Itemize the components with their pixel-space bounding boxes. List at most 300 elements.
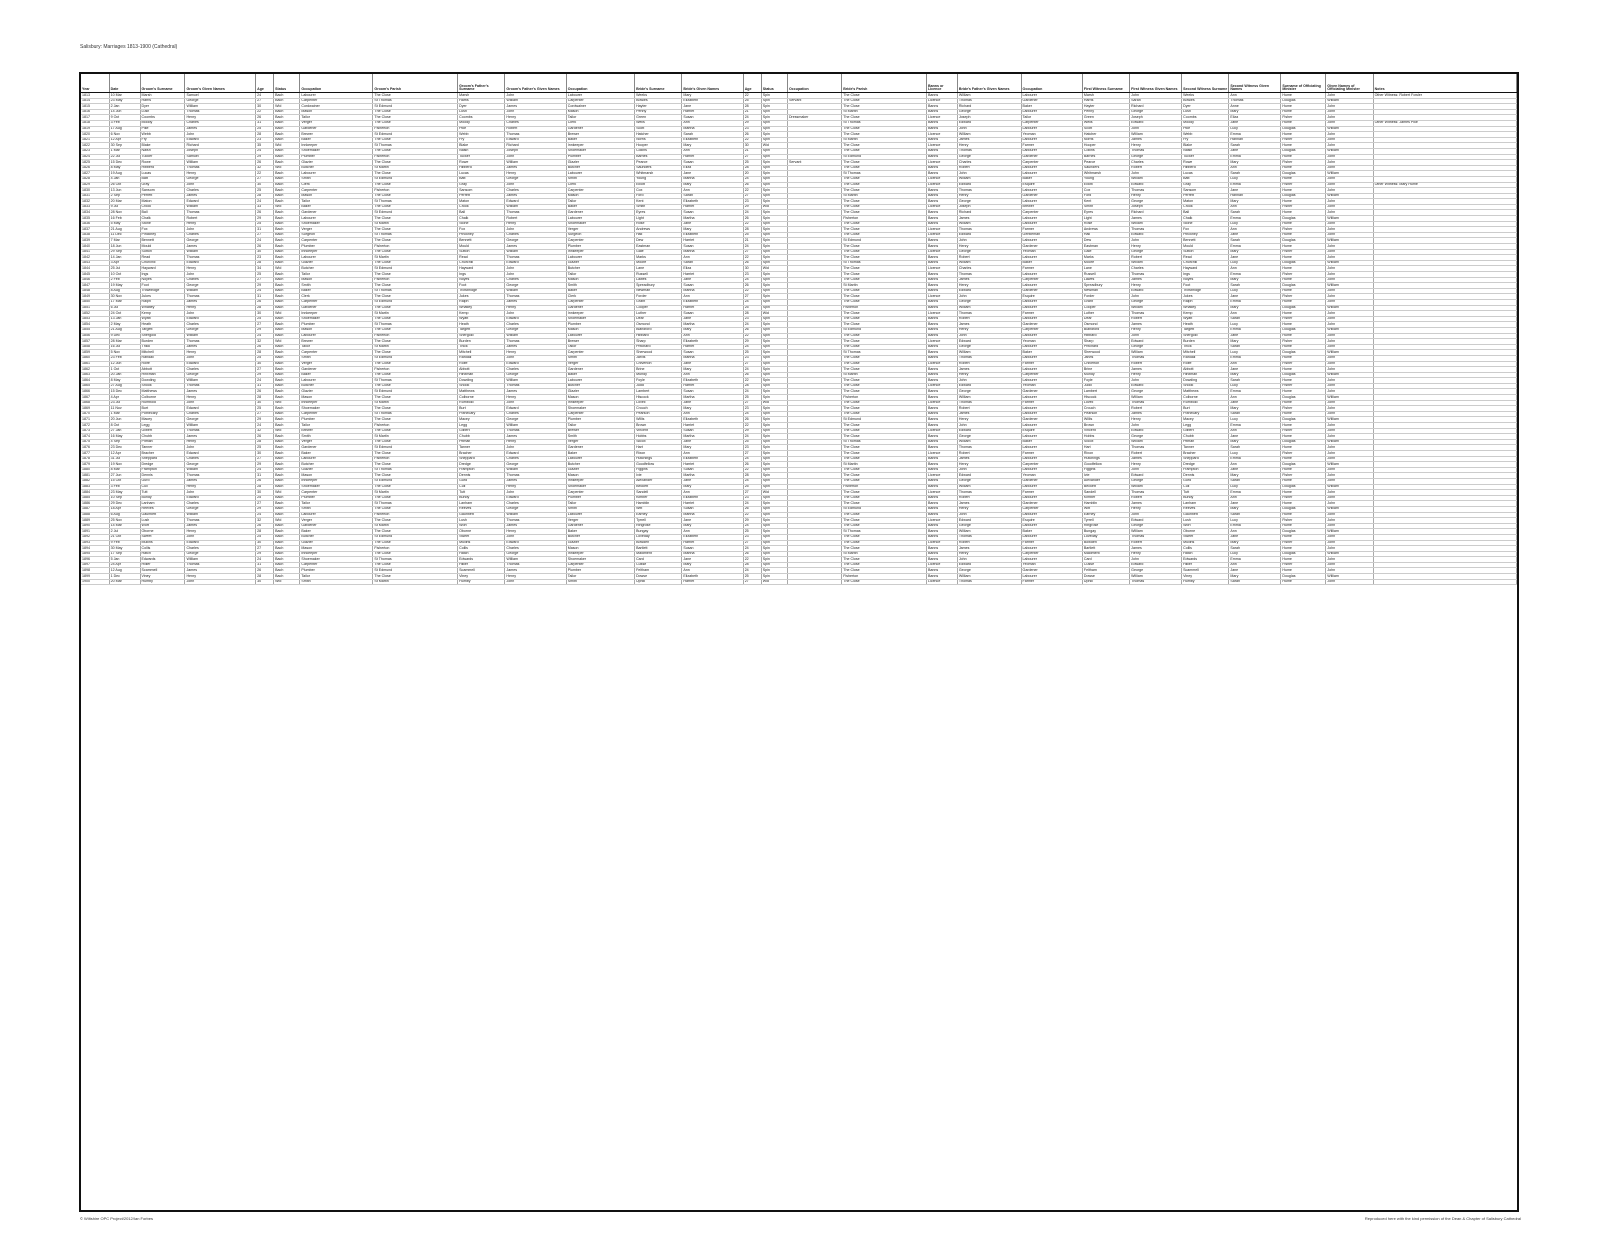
table-cell: Baker — [566, 137, 634, 143]
table-cell: The Close — [373, 115, 458, 121]
table-cell: Hume — [1281, 389, 1326, 395]
table-cell: George — [505, 283, 566, 289]
table-cell: Bach — [274, 333, 300, 339]
table-cell: 26 — [743, 283, 761, 289]
table-cell: Kemp — [458, 311, 505, 317]
table-cell: 14 Jan — [109, 255, 140, 261]
table-cell: George — [957, 478, 1021, 484]
table-cell: 27 — [743, 490, 761, 496]
table-cell: Burden — [1182, 339, 1229, 345]
table-cell: Newman — [635, 288, 682, 294]
table-cell: John — [1130, 467, 1182, 473]
table-cell: John — [185, 355, 256, 361]
table-cell: Judd — [1082, 383, 1129, 389]
table-cell: St Thomas — [842, 529, 927, 535]
table-cell: 1828 — [81, 176, 109, 182]
table-cell: 23 — [743, 355, 761, 361]
table-cell: Bach — [274, 227, 300, 233]
table-cell: Hume — [1281, 143, 1326, 149]
table-cell: 28 — [743, 473, 761, 479]
table-cell: 29 Sep — [109, 249, 140, 255]
table-cell: Joseph — [957, 204, 1021, 210]
table-cell: 26 Oct — [109, 182, 140, 188]
table-cell: 21 Aug — [109, 227, 140, 233]
table-cell: Baker — [566, 204, 634, 210]
table-cell: Scott — [635, 126, 682, 132]
table-cell: 22 — [743, 467, 761, 473]
table-cell: Ings — [140, 272, 185, 278]
table-cell: Spin — [761, 93, 787, 99]
table-cell: Thomas — [957, 188, 1021, 194]
table-cell: Sherwood — [635, 350, 682, 356]
table-cell: Sheppard — [140, 456, 185, 462]
table-cell: Silcox — [635, 439, 682, 445]
table-cell: 19 Nov — [109, 462, 140, 468]
table-cell: Thomas — [185, 562, 256, 568]
table-cell: William — [1326, 574, 1373, 580]
table-cell: 27 — [743, 249, 761, 255]
table-cell: Bach — [274, 294, 300, 300]
table-cell: George — [185, 327, 256, 333]
table-cell: 27 — [256, 411, 274, 417]
table-cell: Wort — [458, 523, 505, 529]
table-cell: Douglas — [1281, 417, 1326, 423]
table-cell: The Close — [373, 305, 458, 311]
table-cell: 28 — [256, 260, 274, 266]
table-cell: Thick — [458, 344, 505, 350]
table-cell: Bach — [274, 557, 300, 563]
table-cell: Verger — [566, 518, 634, 524]
table-cell: 23 — [743, 445, 761, 451]
table-cell: John — [185, 400, 256, 406]
table-cell: Henry — [1130, 327, 1182, 333]
table-cell: Banns — [926, 423, 957, 429]
table-cell: 26 — [256, 434, 274, 440]
table-cell: St Martin — [842, 372, 927, 378]
table-cell: Hatcher — [1082, 132, 1129, 138]
table-cell: Labourer — [1021, 272, 1082, 278]
table-cell: James — [505, 478, 566, 484]
table-cell: 24 — [743, 478, 761, 484]
table-cell: Ivie — [1082, 473, 1129, 479]
table-cell: The Close — [373, 350, 458, 356]
table-cell: 1834 — [81, 210, 109, 216]
table-cell: The Close — [842, 221, 927, 227]
table-cell: 15 Dec — [109, 389, 140, 395]
table-cell: Jarvis — [635, 355, 682, 361]
table-cell: Carpenter — [300, 562, 373, 568]
table-cell: 32 — [256, 339, 274, 345]
table-cell: Douglas — [1281, 193, 1326, 199]
table-cell: Emma — [1229, 132, 1281, 138]
table-cell: 1823 — [81, 148, 109, 154]
table-cell: 1824 — [81, 154, 109, 160]
table-cell: Bach — [274, 350, 300, 356]
table-cell: Hume — [1281, 523, 1326, 529]
table-cell: Hume — [1281, 579, 1326, 585]
table-cell: 16 Jul — [109, 344, 140, 350]
table-cell: 18 Apr — [109, 506, 140, 512]
table-cell: Pearce — [1082, 160, 1129, 166]
table-cell: Clerk — [566, 182, 634, 188]
table-cell: 27 — [743, 540, 761, 546]
table-cell: Elizabeth — [682, 417, 743, 423]
table-cell: 1881 — [81, 473, 109, 479]
table-cell — [787, 579, 841, 585]
table-cell: 28 — [256, 529, 274, 535]
table-cell: Sarah — [1229, 344, 1281, 350]
table-cell: Collis — [1182, 546, 1229, 552]
table-cell: Carpenter — [1021, 210, 1082, 216]
table-cell: Carpenter — [1021, 372, 1082, 378]
table-cell: Moore — [1082, 260, 1129, 266]
table-cell: The Close — [373, 93, 458, 99]
table-cell: Eliza — [682, 266, 743, 272]
table-cell: Brown — [635, 423, 682, 429]
table-cell: Butcher — [300, 462, 373, 468]
table-cell: Banns — [926, 546, 957, 552]
table-cell: John — [1326, 495, 1373, 501]
table-cell: Tailor — [300, 423, 373, 429]
table-cell: Spin — [761, 456, 787, 462]
table-cell: Wid — [274, 143, 300, 149]
table-cell: Goodfellow — [1082, 462, 1129, 468]
table-cell: Henry — [1130, 244, 1182, 250]
table-cell: Thomas — [1130, 490, 1182, 496]
table-cell: Lucy — [1229, 484, 1281, 490]
table-cell: William — [1326, 216, 1373, 222]
table-cell: Mary — [682, 484, 743, 490]
table-cell: 4 Apr — [109, 395, 140, 401]
table-cell: Burt — [140, 406, 185, 412]
table-cell: Thomas — [185, 109, 256, 115]
table-cell: Fisher — [1281, 428, 1326, 434]
table-cell: 30 — [743, 143, 761, 149]
table-cell: 22 — [743, 188, 761, 194]
table-cell: 12 Aug — [109, 568, 140, 574]
table-cell: Humby — [458, 579, 505, 585]
table-cell: Licence — [926, 204, 957, 210]
table-cell: Hume — [1281, 311, 1326, 317]
table-cell: John — [1326, 294, 1373, 300]
table-cell: Crook — [1182, 204, 1229, 210]
table-cell: 27 — [256, 367, 274, 373]
table-cell: Trowbridge — [1182, 288, 1229, 294]
table-cell: Bach — [274, 260, 300, 266]
table-cell: Fisherton — [842, 216, 927, 222]
table-cell: Robert — [1130, 255, 1182, 261]
table-cell: Banns — [926, 568, 957, 574]
table-cell: John — [505, 182, 566, 188]
table-cell: Henry — [1130, 283, 1182, 289]
table-cell: Ann — [1229, 462, 1281, 468]
table-cell: 1869 — [81, 406, 109, 412]
table-cell: Emma — [1229, 423, 1281, 429]
table-cell: Lane — [635, 266, 682, 272]
table-cell: James — [1130, 411, 1182, 417]
table-cell: Edward — [185, 361, 256, 367]
table-cell: 1899 — [81, 574, 109, 580]
table-cell: Edward — [505, 406, 566, 412]
table-cell: 29 — [256, 372, 274, 378]
table-cell: Harriet — [682, 272, 743, 278]
table-cell: Spin — [761, 188, 787, 194]
table-cell: 26 — [743, 216, 761, 222]
table-cell: St Edmund — [373, 266, 458, 272]
table-cell: Hutchings — [635, 456, 682, 462]
table-cell: Wid — [274, 400, 300, 406]
table-cell: Lawes — [635, 277, 682, 283]
table-cell: Frampton — [1182, 467, 1229, 473]
table-cell: Mary — [1229, 372, 1281, 378]
table-cell: John — [957, 126, 1021, 132]
table-cell: Spin — [761, 165, 787, 171]
table-cell: Thomas — [957, 579, 1021, 585]
table-cell: Snook — [458, 383, 505, 389]
table-cell: 8 May — [109, 378, 140, 384]
table-cell: Fisher — [1281, 339, 1326, 345]
table-cell: 11 Dec — [109, 232, 140, 238]
table-cell: Ann — [682, 451, 743, 457]
table-cell: Henry — [1130, 462, 1182, 468]
table-cell: Thomas — [957, 490, 1021, 496]
table-cell: Ings — [1182, 272, 1229, 278]
table-cell: Lovell — [635, 400, 682, 406]
table-cell: Bach — [274, 93, 300, 99]
table-cell: Butcher — [300, 266, 373, 272]
table-cell: Labourer — [1021, 411, 1082, 417]
table-cell: Oborne — [458, 529, 505, 535]
table-cell: Edward — [185, 495, 256, 501]
table-cell: Cusse — [635, 562, 682, 568]
table-cell: Spin — [761, 473, 787, 479]
table-cell: Labourer — [1021, 395, 1082, 401]
table-cell: Rumbold — [458, 400, 505, 406]
table-cell: Dew — [1082, 238, 1129, 244]
table-cell: The Close — [373, 495, 458, 501]
table-cell: Henry — [185, 350, 256, 356]
table-cell: 1846 — [81, 277, 109, 283]
table-cell: The Close — [373, 120, 458, 126]
table-cell: Heath — [458, 322, 505, 328]
table-cell: Farmer — [1021, 143, 1082, 149]
table-cell: Gardener — [1021, 389, 1082, 395]
table-cell: 32 — [256, 165, 274, 171]
table-cell: Thomas — [1130, 445, 1182, 451]
table-cell: Emma — [1229, 299, 1281, 305]
table-cell: Kent — [635, 199, 682, 205]
table-cell: Robert — [957, 495, 1021, 501]
table-cell: The Close — [842, 355, 927, 361]
table-cell: William — [1326, 171, 1373, 177]
table-cell: Smith — [300, 434, 373, 440]
table-cell: Hume — [1281, 154, 1326, 160]
table-cell: Bach — [274, 188, 300, 194]
table-cell: 31 — [256, 473, 274, 479]
table-cell: Tailor — [300, 574, 373, 580]
table-cell: Spin — [761, 283, 787, 289]
table-cell: The Close — [842, 490, 927, 496]
table-cell: Spin — [761, 512, 787, 518]
table-cell: 20 — [743, 171, 761, 177]
table-cell: Robert — [1130, 316, 1182, 322]
table-cell: Targett — [1182, 327, 1229, 333]
table-cell: Bach — [274, 523, 300, 529]
table-cell: Smith — [635, 204, 682, 210]
table-cell: Henry — [185, 484, 256, 490]
table-cell: James — [505, 165, 566, 171]
table-cell: Saunders — [635, 165, 682, 171]
table-cell: Gilbert — [458, 428, 505, 434]
table-cell: William — [185, 204, 256, 210]
table-cell: Thomas — [505, 339, 566, 345]
table-cell: Elliott — [1082, 182, 1129, 188]
table-cell: Smith — [566, 579, 634, 585]
table-cell: Churchill — [140, 260, 185, 266]
table-cell: Sandell — [635, 490, 682, 496]
table-cell: Farmer — [1021, 227, 1082, 233]
table-cell: Clerk — [300, 294, 373, 300]
table-cell: 2 Jul — [109, 529, 140, 535]
table-cell: Dear — [635, 316, 682, 322]
table-cell: Thomas — [505, 518, 566, 524]
table-cell: Newman — [1082, 288, 1129, 294]
table-cell: St Edmund — [373, 176, 458, 182]
table-cell: Read — [458, 255, 505, 261]
table-cell: Hamblin — [635, 501, 682, 507]
column-header: Status — [274, 74, 300, 93]
table-cell: William — [957, 260, 1021, 266]
table-cell: Henry — [1130, 506, 1182, 512]
table-cell: Fisher — [1281, 204, 1326, 210]
table-cell: Figgins — [635, 467, 682, 473]
table-cell: 26 — [256, 568, 274, 574]
table-cell: 1839 — [81, 238, 109, 244]
table-cell: 2 Jan — [109, 104, 140, 110]
table-cell: Gardener — [300, 210, 373, 216]
table-cell: 24 — [743, 367, 761, 373]
table-cell: George — [185, 462, 256, 468]
table-cell: Spin — [761, 568, 787, 574]
table-cell: Bach — [274, 210, 300, 216]
table-cell: Robert — [1130, 540, 1182, 546]
table-cell: 2 Sep — [109, 193, 140, 199]
table-cell: Labourer — [300, 333, 373, 339]
table-cell: Edward — [505, 316, 566, 322]
table-cell: Henry — [185, 266, 256, 272]
table-cell: William — [1130, 350, 1182, 356]
table-cell: 25 — [256, 445, 274, 451]
table-cell: William — [1326, 327, 1373, 333]
table-cell: John — [1326, 568, 1373, 574]
table-cell: Rixon — [1082, 451, 1129, 457]
table-cell: The Close — [842, 244, 927, 250]
table-cell: Shergold — [1182, 333, 1229, 339]
table-cell: 29 — [743, 339, 761, 345]
table-cell: 25 — [743, 574, 761, 580]
table-cell: Labourer — [1021, 355, 1082, 361]
table-cell: John — [1326, 176, 1373, 182]
table-cell: Elizabeth — [682, 456, 743, 462]
table-cell: Light — [635, 216, 682, 222]
column-header: Status — [761, 74, 787, 93]
table-cell: 24 — [743, 176, 761, 182]
table-cell: Bach — [274, 171, 300, 177]
table-cell: 15 Dec — [109, 160, 140, 166]
table-cell: 1891 — [81, 529, 109, 535]
table-cell: St Edmund — [373, 389, 458, 395]
table-cell: Rose — [635, 221, 682, 227]
table-cell: Elizabeth — [682, 199, 743, 205]
table-cell: The Close — [373, 148, 458, 154]
table-cell: Carpenter — [300, 238, 373, 244]
table-cell: Ford — [1082, 193, 1129, 199]
table-cell: John — [185, 311, 256, 317]
table-cell: Carpenter — [1021, 160, 1082, 166]
table-cell: John — [1326, 540, 1373, 546]
table-cell: John — [1326, 557, 1373, 563]
table-cell: John — [505, 534, 566, 540]
table-cell: Dressmaker — [787, 115, 841, 121]
table-cell: 22 — [743, 333, 761, 339]
table-cell: The Close — [842, 400, 927, 406]
table-cell: Labourer — [1021, 378, 1082, 384]
table-cell: Spin — [761, 199, 787, 205]
table-cell: William — [1326, 98, 1373, 104]
table-cell: 28 — [256, 439, 274, 445]
table-cell: Susan — [682, 283, 743, 289]
table-cell: St Thomas — [373, 501, 458, 507]
table-cell: Esquire — [1021, 294, 1082, 300]
table-cell: Hume — [1281, 400, 1326, 406]
table-cell: Verger — [566, 361, 634, 367]
table-cell: Thick — [1182, 344, 1229, 350]
table-cell: Bartlett — [635, 546, 682, 552]
table-cell: Whatley — [1182, 305, 1229, 311]
table-cell: 29 — [743, 428, 761, 434]
table-cell: George — [505, 238, 566, 244]
table-cell: Banns — [926, 467, 957, 473]
table-cell: Tailor — [566, 501, 634, 507]
table-cell: 28 Nov — [109, 210, 140, 216]
table-cell: Carpenter — [566, 490, 634, 496]
table-cell: St Edmund — [842, 238, 927, 244]
table-cell: Marks — [1082, 255, 1129, 261]
table-cell: The Close — [373, 529, 458, 535]
table-cell: John — [1326, 93, 1373, 99]
table-cell: Licence — [926, 132, 957, 138]
table-cell: Spin — [761, 501, 787, 507]
table-cell: Butcher — [566, 383, 634, 389]
table-cell: Labourer — [1021, 299, 1082, 305]
table-cell: John — [1326, 423, 1373, 429]
table-cell: Bach — [274, 383, 300, 389]
table-cell: 24 — [256, 199, 274, 205]
table-cell: William — [1326, 395, 1373, 401]
table-cell: Gilbert — [140, 428, 185, 434]
table-cell: Scott — [1082, 126, 1129, 132]
table-cell: Wyatt — [140, 316, 185, 322]
table-cell: Wid — [761, 266, 787, 272]
table-cell: Robert — [957, 255, 1021, 261]
table-cell: James — [185, 244, 256, 250]
table-cell: Susan — [682, 311, 743, 317]
table-cell: St Thomas — [842, 350, 927, 356]
table-cell: Glazier — [566, 540, 634, 546]
table-cell: Spin — [761, 417, 787, 423]
table-cell: 1885 — [81, 495, 109, 501]
table-cell: Fisherton — [373, 367, 458, 373]
